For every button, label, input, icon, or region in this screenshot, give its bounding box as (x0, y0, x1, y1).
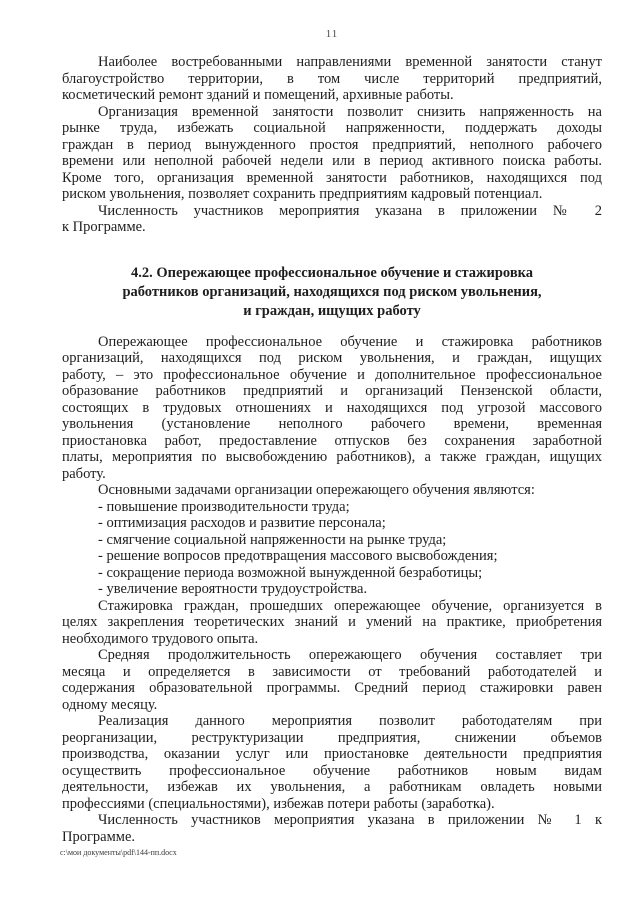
text-line: реорганизации, реструктуризации предприятия, снижении объемов (62, 729, 602, 746)
paragraph (62, 598, 602, 648)
text-line: времени или неполной рабочей недели или в период активного поиска работы. (62, 153, 602, 169)
document-content (62, 54, 602, 845)
text-line: приостановка работ, предоставление отпусков без сохранения заработной (62, 432, 602, 449)
text-line: - смягчение социальной напряженности на рынке труда; (98, 531, 447, 548)
text-line: Кроме того, организация временной занятости работников, находящихся под (62, 169, 602, 186)
text-line: - решение вопросов предотвращения массового высвобождения; (98, 548, 498, 564)
text-line: целях закрепления теоретических знаний и умений на практике, приобретения (62, 614, 602, 630)
text-line: месяца и определяется в зависимости от требований работодателей и (62, 663, 602, 680)
text-line: одному месяцу. (62, 696, 158, 713)
text-line: организаций, находящихся под риском увольнения, и граждан, ищущих (62, 350, 602, 366)
text-line: Наиболее востребованными направлениями временной занятости станут (98, 54, 602, 70)
paragraph (62, 104, 602, 203)
text-line: - повышение производительности труда; (98, 498, 350, 515)
text-line: граждан в период вынужденного простоя предприятий, неполного рабочего (62, 136, 602, 153)
text-line: содержания образовательной программы. Средний период стажировки равен (62, 680, 602, 696)
paragraph (62, 812, 602, 845)
heading-line: работников организаций, находящихся под риском увольнения, (122, 283, 542, 300)
text-line: к Программе. (62, 219, 146, 235)
text-line: - сокращение периода возможной вынужденной безработицы; (98, 564, 483, 581)
text-line: Основными задачами организации опережающего обучения являются: (98, 482, 535, 498)
heading-line: и граждан, ищущих работу (243, 302, 421, 319)
text-line: работу, – это профессиональное обучение и дополнительное профессиональное (62, 366, 602, 383)
text-line: косметический ремонт зданий и помещений, архивные работы. (62, 87, 454, 103)
list-item (62, 548, 602, 565)
text-line: Реализация данного мероприятия позволит работодателям при (98, 713, 602, 729)
text-line: платы, мероприятия по высвобождению работников), а также граждан, ищущих (62, 449, 602, 465)
text-line: Численность участников мероприятия указана в приложении № 2 (98, 202, 602, 219)
paragraph (62, 54, 602, 104)
text-line: необходимого трудового опыта. (62, 630, 259, 647)
text-line: Организация временной занятости позволит снизить напряженность на (98, 103, 602, 120)
text-line: - увеличение вероятности трудоустройства. (98, 581, 368, 597)
list-item (62, 565, 602, 582)
text-line: - оптимизация расходов и развитие персонала; (98, 515, 386, 531)
paragraph (62, 713, 602, 812)
text-line: Численность участников мероприятия указана в приложении № 1 к (98, 812, 602, 828)
paragraph (62, 482, 602, 499)
text-line: деятельности, избежав их увольнения, а работникам овладеть новыми (62, 779, 602, 795)
paragraph (62, 647, 602, 713)
list-item (62, 581, 602, 598)
file-path: с:\мои документы\pdf\144-пп.docx (60, 848, 177, 857)
text-line: работу. (62, 465, 106, 482)
list-item (62, 532, 602, 549)
text-line: риском увольнения, позволяет сохранить предприятиям кадровый потенциал. (62, 186, 543, 202)
heading-line: 4.2. Опережающее профессиональное обучение и стажировка (130, 264, 534, 281)
paragraph (62, 334, 602, 483)
page-number: 11 (325, 28, 339, 40)
text-line: производства, оказании услуг или приостановке деятельности предприятия (62, 746, 602, 762)
text-line: благоустройство территории, в том числе территорий предприятий, (62, 70, 602, 87)
text-line: осуществить профессиональное обучение работников новым видам (62, 762, 602, 779)
heading (62, 264, 602, 321)
text-line: профессиями (специальностями), избежав потери работы (заработка). (62, 795, 495, 812)
text-line: увольнения (установление неполного рабочего времени, временная (62, 416, 602, 432)
text-line: состоящих в трудовых отношениях и находящихся под угрозой массового (62, 399, 602, 416)
text-line: образование работников предприятий и организаций Пензенской области, (62, 383, 602, 399)
text-line: Стажировка граждан, прошедших опережающее обучение, организуется в (98, 597, 602, 614)
text-line: Опережающее профессиональное обучение и стажировка работников (98, 333, 602, 350)
list-item (62, 515, 602, 532)
text-line: рынке труда, избежать социальной напряженности, поддержать доходы (62, 120, 602, 136)
list-item (62, 499, 602, 516)
text-line: Средняя продолжительность опережающего обучения составляет три (98, 647, 602, 663)
paragraph (62, 203, 602, 236)
text-line: Программе. (62, 828, 136, 845)
